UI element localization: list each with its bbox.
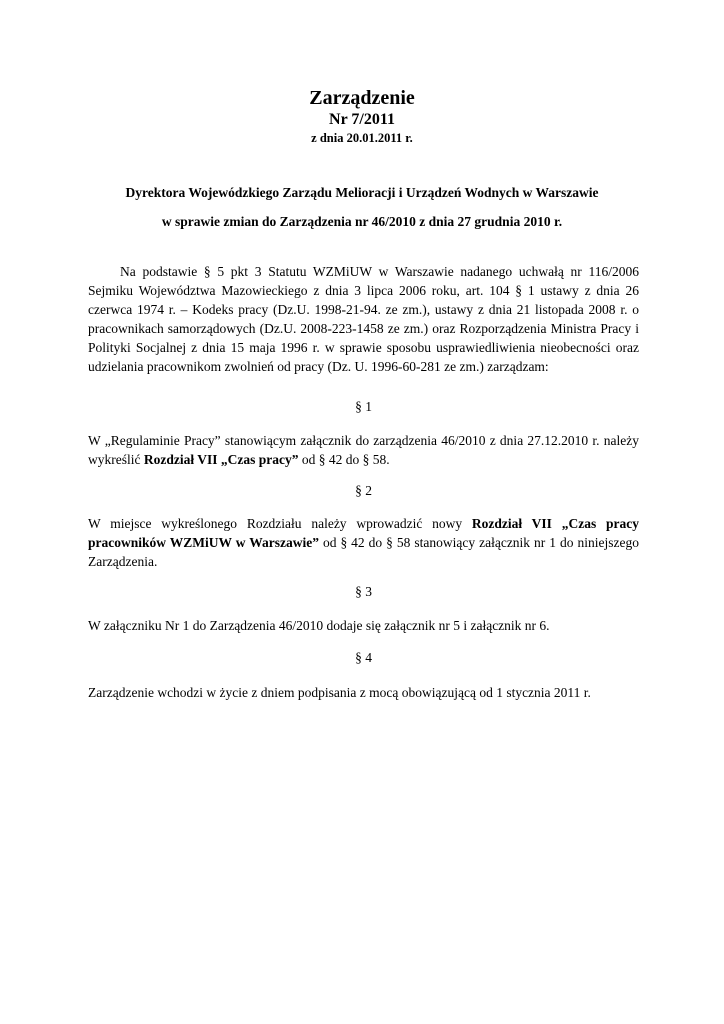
section-1-text-bold: Rozdział VII „Czas pracy” [143, 452, 299, 467]
document-title: Zarządzenie [309, 87, 415, 109]
preamble-paragraph: Na podstawie § 5 pkt 3 Statutu WZMiUW w Warszawie nadanego uchwałą nr 116/2006 Sejmiku Województwa Mazowieckiego z dnia 3 lipca 2006 roku, art. 104 § 1 ustawy z dnia 26 czerwca 1974 r. – Kodeks pracy (Dz.U. 1998-21-94. ze zm.), ustawy z dnia 21 listopada 2008 r. o pracownikach samorządowych (Dz.U. 2008-223-1458 ze zm.) oraz Rozporządzenia Ministra Pracy i Polityki Socjalnej z dnia 15 maja 1996 r. w sprawie sposobu usprawiedliwienia nieobecności oraz udzielania pracownikom zwolnień od pracy (Dz. U. 1996-60-281 ze zm.) zarządzam: [88, 264, 639, 374]
section-4-mark: § 4 [355, 650, 372, 665]
document-number: Nr 7/2011 [329, 111, 395, 128]
section-2-text-bold: Rozdział VII „Czas pracy pracowników WZMiUW w Warszawie” [88, 516, 639, 550]
section-1-text-after: od § 42 do § 58. [298, 452, 390, 467]
document-date: z dnia 20.01.2011 r. [311, 131, 413, 145]
section-4-text: Zarządzenie wchodzi w życie z dniem podpisania z mocą obowiązującą od 1 stycznia 2011 r. [88, 685, 591, 700]
document-header [0, 86, 724, 146]
section-2-text-before: W miejsce wykreślonego Rozdziału należy wprowadzić nowy [88, 516, 472, 531]
issuer-line: Dyrektora Wojewódzkiego Zarządu Melioracji i Urządzeń Wodnych w Warszawie [125, 185, 599, 200]
section-1-text [88, 431, 639, 469]
section-3-text: W załączniku Nr 1 do Zarządzenia 46/2010 dodaje się załącznik nr 5 i załącznik nr 6. [88, 618, 550, 633]
section-2-mark: § 2 [355, 483, 372, 498]
subject-line: w sprawie zmian do Zarządzenia nr 46/2010 z dnia 27 grudnia 2010 r. [161, 214, 563, 229]
section-2-text-after: od § 42 do § 58 stanowiący załącznik nr 1 do niniejszego Zarządzenia. [88, 535, 639, 569]
section-1-mark: § 1 [355, 399, 372, 414]
section-1-text-before: W „Regulaminie Pracy” stanowiącym załącznik do zarządzenia 46/2010 z dnia 27.12.2010 r. należy wykreślić [88, 433, 639, 467]
section-3-mark: § 3 [355, 584, 372, 599]
section-2-text [88, 514, 639, 571]
